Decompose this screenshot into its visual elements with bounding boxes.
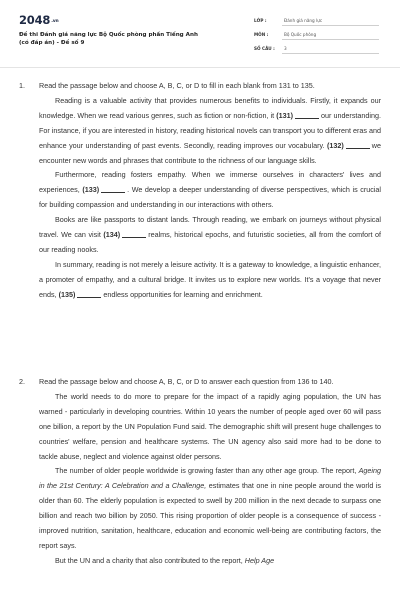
question-number: 1.: [19, 81, 25, 90]
charity-name: Help Age: [244, 555, 275, 565]
blank-line: [295, 111, 319, 119]
question-intro: Read the passage below and choose A, B, C, or D to answer each question from 136 to 140.: [39, 377, 334, 386]
passage-paragraph: Books are like passports to distant lands. Through reading, we embark on journeys without physical travel. We can visit (134) realms, historical epochs, and futuristic societies, all from the comfort of our reading nooks.: [39, 215, 382, 254]
passage: [19, 94, 381, 303]
meta-class-value: Đánh giá năng lực: [284, 18, 323, 23]
meta-question-count: [254, 44, 379, 54]
question-1: [19, 79, 381, 303]
meta-subject: [254, 30, 379, 40]
meta-question-count-value: 3: [284, 46, 287, 51]
blank-ref: (132): [327, 140, 344, 150]
blank-line: [122, 230, 146, 238]
passage: [19, 390, 381, 569]
header-divider: [0, 67, 400, 68]
blank-ref: (134): [103, 230, 121, 240]
question-2: [19, 375, 381, 569]
question-intro: Read the passage below and choose A, B, C, or D to fill in each blank from 131 to 135.: [39, 81, 315, 90]
blank-line: [101, 185, 125, 193]
meta-subject-value: Bộ Quốc phòng: [284, 32, 317, 37]
blank-line: [77, 290, 101, 298]
meta-question-count-label: SỐ CÂU :: [254, 46, 275, 51]
blank-ref: (133): [82, 185, 100, 195]
passage-paragraph: The number of older people worldwide is growing faster than any other age group. The report, Ageing in the 21st Century: A Celebration and a Challenge, estimates that one in nine people around the world is older than 60. The elderly population is expected to swell by 200 million in the next decade to surpass one billion and reach two billion by 2050. This rising proportion of older people is a consequence of success - improved nutrition, sanitation, healthcare, education and economic well-being are contributing factors, the report says.: [39, 466, 381, 550]
passage-paragraph: Furthermore, reading fosters empathy. When we immerse ourselves in characters' lives and experiences, (133) . We develop a deeper understanding of diverse perspectives, which is crucial for building compassion and understanding in our interactions with others.: [39, 170, 381, 210]
passage-paragraph: But the UN and a charity that also contributed to the report, Help Age: [55, 555, 275, 565]
meta-class-label: LỚP :: [254, 18, 267, 23]
site-logo[interactable]: 2048.vn: [19, 13, 59, 27]
blank-line: [346, 141, 370, 149]
blank-ref: (135): [58, 289, 76, 299]
meta-subject-label: MÔN :: [254, 32, 269, 37]
meta-class: [254, 16, 379, 26]
question-number: 2.: [19, 377, 25, 386]
passage-paragraph: In summary, reading is not merely a leisure activity. It is a gateway to knowledge, a linguistic enhancer, a promoter of empathy, and a cultural bridge. It invites us to explore new worlds. It's a voyage that never ends, (135) endless opportunities for learning and enrichment.: [39, 259, 381, 299]
blank-ref: (131): [276, 110, 293, 120]
passage-paragraph: Reading is a valuable activity that provides numerous benefits to individuals. Firstly, it expands our knowledge. When we read various genres, such as fiction or non-fiction, it (131) our understanding. For instance, if you are interested in history, reading historical novels can transport you to different eras and enhance your understanding of past events. Secondly, reading improves our vocabulary. (132) we encounter new words and phrases that contribute to the richness of our language skills.: [39, 95, 381, 165]
report-title: Ageing in the 21st Century: A Celebration and a Challenge,: [39, 466, 381, 491]
exam-title: Đề thi Đánh giá năng lực Bộ Quốc phòng phần Tiếng Anh (có đáp án) - Đề số 9: [19, 32, 198, 46]
page-header: [0, 0, 400, 62]
passage-paragraph: The world needs to do more to prepare for the impact of a rapidly aging population, the UN has warned - particularly in developing countries. Within 10 years the number of people aged over 60 will pass one billion, a report by the UN Population Fund said. The demographic shift will present huge challenges to countries' welfare, pension and healthcare systems. The UN agency also said more had to be done to tackle abuse, neglect and violence against older persons.: [39, 391, 381, 461]
